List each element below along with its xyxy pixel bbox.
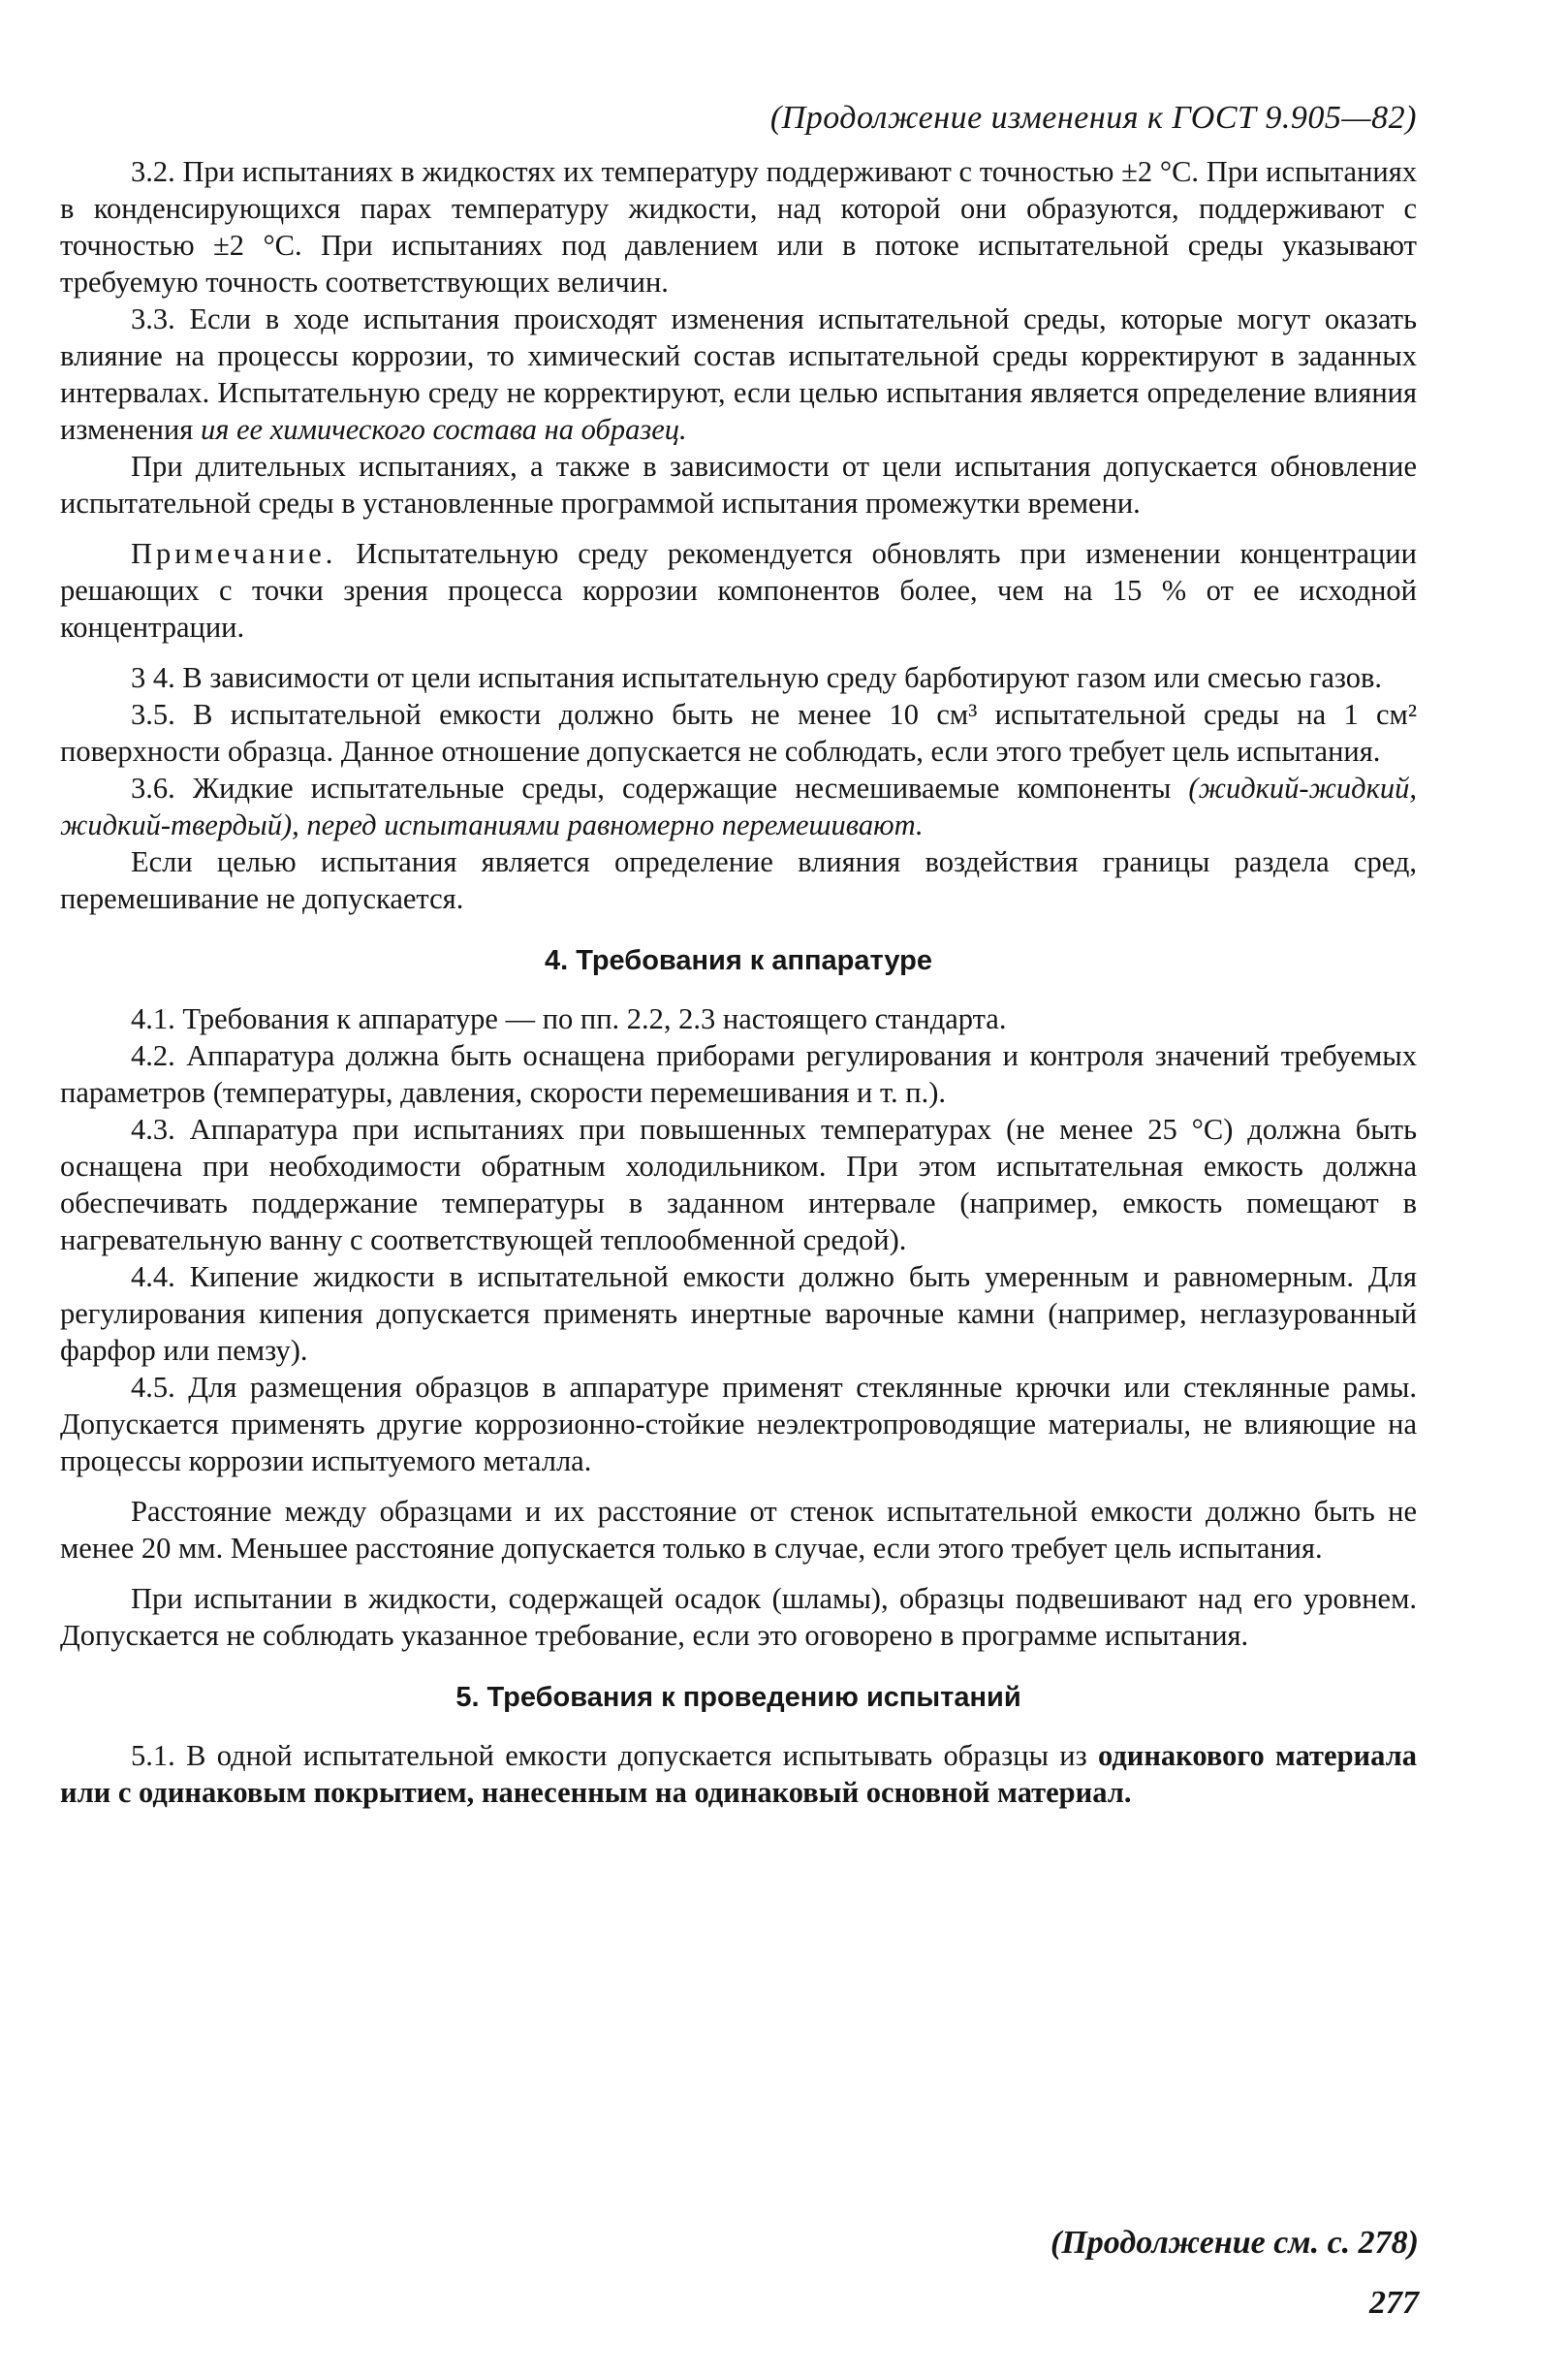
- clause-5-1-text: 5.1. В одной испытательной емкости допускается испытывать образцы из: [131, 1739, 1098, 1772]
- clause-3-6: [60, 770, 1417, 843]
- clause-5-1-bold: одинакового материала или с одинаковым покрытием, нанесенным на одинаковый основной материал.: [60, 1739, 1417, 1809]
- clause-3-3-text: 3.3. Если в ходе испытания происходят изменения испытательной среды, которые могут оказать влияние на процессы коррозии, то химический состав испытательной среды корректируют в заданных интервалах. Испытательную среду не корректируют, если целью испытания является определение влияния изменения: [60, 302, 1417, 446]
- clause-3-6-italic: (жидкий-жидкий, жидкий-твердый), перед испытаниями равномерно перемешивают.: [60, 772, 1417, 841]
- section-5-heading: 5. Требования к проведению испытаний: [455, 1682, 1021, 1713]
- clause-3-3-italic: ия ее химического состава на образец.: [200, 413, 687, 446]
- note: [60, 535, 1417, 646]
- clause-4-4: 4.4. Кипение жидкости в испытательной емкости должно быть умеренным и равномерным. Для регулирования кипения допускается применять инертные варочные камни (например, неглазурованный фарфор или пемзу).: [60, 1260, 1417, 1367]
- clause-3-5: 3.5. В испытательной емкости должно быть не менее 10 см³ испытательной среды на 1 см² поверхности образца. Данное отношение допускается не соблюдать, если этого требует цель испытания.: [60, 698, 1417, 768]
- clause-4-1: 4.1. Требования к аппаратуре — по пп. 2.2, 2.3 настоящего стандарта.: [131, 1002, 1007, 1035]
- clause-4-5-paragraph-2: Расстояние между образцами и их расстояние от стенок испытательной емкости должно быть не менее 20 мм. Меньшее расстояние допускается только в случае, если этого требует цель испытания.: [60, 1495, 1417, 1565]
- section-4-heading: 4. Требования к аппаратуре: [544, 945, 933, 976]
- clause-5-1: [60, 1737, 1417, 1811]
- continuation-note: (Продолжение см. с. 278): [1051, 2225, 1419, 2261]
- clause-4-5-paragraph-3: При испытании в жидкости, содержащей осадок (шламы), образцы подвешивают над его уровнем. Допускается не соблюдать указанное требование, если это оговорено в программе испытания.: [60, 1582, 1417, 1652]
- clause-3-6-paragraph-2: Если целью испытания является определение влияния воздействия границы раздела сред, перемешивание не допускается.: [60, 845, 1417, 915]
- note-label: Примечание.: [131, 537, 337, 570]
- page-number: 277: [1369, 2285, 1419, 2321]
- clause-4-3: 4.3. Аппаратура при испытаниях при повышенных температурах (не менее 25 °С) должна быть оснащена при необходимости обратным холодильником. При этом испытательная емкость должна обеспечивать поддержание температуры в заданном интервале (например, емкость помещают в нагревательную ванну с соответствующей теплообменной средой).: [60, 1113, 1417, 1256]
- clause-3-3-paragraph-2: При длительных испытаниях, а также в зависимости от цели испытания допускается обновление испытательной среды в установленные программой испытания промежутки времени.: [60, 450, 1417, 520]
- clause-3-2: 3.2. При испытаниях в жидкостях их температуру поддерживают с точностью ±2 °С. При испытаниях в конденсирующихся парах температуру жидкости, над которой они образуются, поддерживают с точностью ±2 °С. При испытаниях под давлением или в потоке испытательной среды указывают требуемую точность соответствующих величин.: [60, 155, 1417, 299]
- note-text: Испытательную среду рекомендуется обновлять при изменении концентрации решающих с точки зрения процесса коррозии компонентов более, чем на 15 % от ее исходной концентрации.: [60, 537, 1417, 644]
- running-header: (Продолжение изменения к ГОСТ 9.905—82): [769, 100, 1417, 136]
- clause-3-3: [60, 301, 1417, 448]
- clause-3-6-text: 3.6. Жидкие испытательные среды, содержащие несмешиваемые компоненты: [131, 772, 1189, 805]
- clause-4-5: 4.5. Для размещения образцов в аппаратуре применят стеклянные крючки или стеклянные рамы. Допускается применять другие коррозионно-стойкие неэлектропроводящие материалы, не влияющие на процессы коррозии испытуемого металла.: [60, 1371, 1417, 1477]
- document-page: [60, 97, 1417, 1811]
- clause-3-4: 3 4. В зависимости от цели испытания испытательную среду барботируют газом или смесью газов.: [131, 661, 1383, 694]
- clause-4-2: 4.2. Аппаратура должна быть оснащена приборами регулирования и контроля значений требуемых параметров (температуры, давления, скорости перемешивания и т. п.).: [60, 1039, 1417, 1109]
